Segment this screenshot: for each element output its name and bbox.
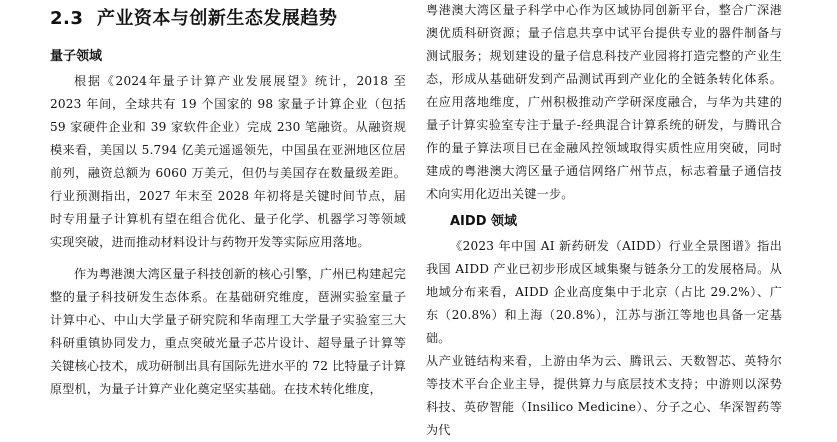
section-number: 2.3: [50, 8, 84, 29]
quantum-paragraph-1: 根据《2024年量子计算产业发展展望》统计，2018 至 2023 年间，全球共有 19 个国家的 98 家量子计算企业（包括 59 家硬件企业和 39 家软件企业）完成 230 笔融资。从融资规模来看，美国以 5.794 亿美元遥遥领先，中国虽在亚洲地区位居前列，融资总额为 6060 万美元，但仍与美国存在数量级差距。行业预测指出，2027 年末至 2028 年初将是关键时间节点，届时专用量子计算机有望在组合优化、量子化学、机器学习等领域实现突破，进而推动材料设计与药物开发等实际应用落地。: [50, 74, 406, 249]
aidd-paragraph-2: 从产业链结构来看，上游由华为云、腾讯云、天数智芯、英特尔等技术平台企业主导，提供算力与底层技术支持；中游则以深势科技、英矽智能（Insilico Medicine）、分子之心、华深智药等为代: [426, 354, 782, 437]
aidd-heading: AIDD 领域: [450, 214, 518, 229]
aidd-paragraph-1: 《2023 年中国 AI 新药研发（AIDD）行业全景图谱》指出我国 AIDD 产业已初步形成区域集聚与链条分工的发展格局。从地域分布来看，AIDD 企业高度集中于北京（占比 29.2%）、广东（20.8%）和上海（20.8%），江苏与浙江等地也具备一定基础。: [426, 239, 782, 345]
quantum-paragraph-2: 作为粤港澳大湾区量子科技创新的核心引擎，广州已构建起完整的量子科技研发生态体系。在基础研究维度，琶洲实验室量子计算中心、中山大学量子研究院和华南理工大学量子实验室三大科研重镇协同发力，重点突破光量子芯片设计、超导量子计算等关键核心技术，成功研制出具有国际先进水平的 72 比特量子计算原型机，为量子计算产业化奠定坚实基础。在技术转化维度，: [50, 267, 406, 396]
section-heading: [50, 8, 406, 30]
right-column: [426, 0, 782, 442]
section-title: 产业资本与创新生态发展趋势: [96, 8, 338, 29]
quantum-heading: 量子领域: [50, 49, 103, 64]
left-column: [50, 0, 406, 401]
quantum-paragraph-2-continued: 粤港澳大湾区量子科学中心作为区域协同创新平台，整合广深港澳优质科研资源；量子信息共享中试平台提供专业的器件制备与测试服务；规划建设的量子信息科技产业园将打造完整的产业生态，形成从基础研发到产品测试再到产业化的全链条转化体系。在应用落地维度，广州积极推动产学研深度融合，与华为共建的量子计算实验室专注于量子-经典混合计算系统的研发，与腾讯合作的量子算法项目已在金融风控领域取得实质性应用突破，同时建成的粤港澳大湾区量子通信网络广州节点，标志着量子通信技术向实用化迈出关键一步。: [426, 3, 782, 201]
